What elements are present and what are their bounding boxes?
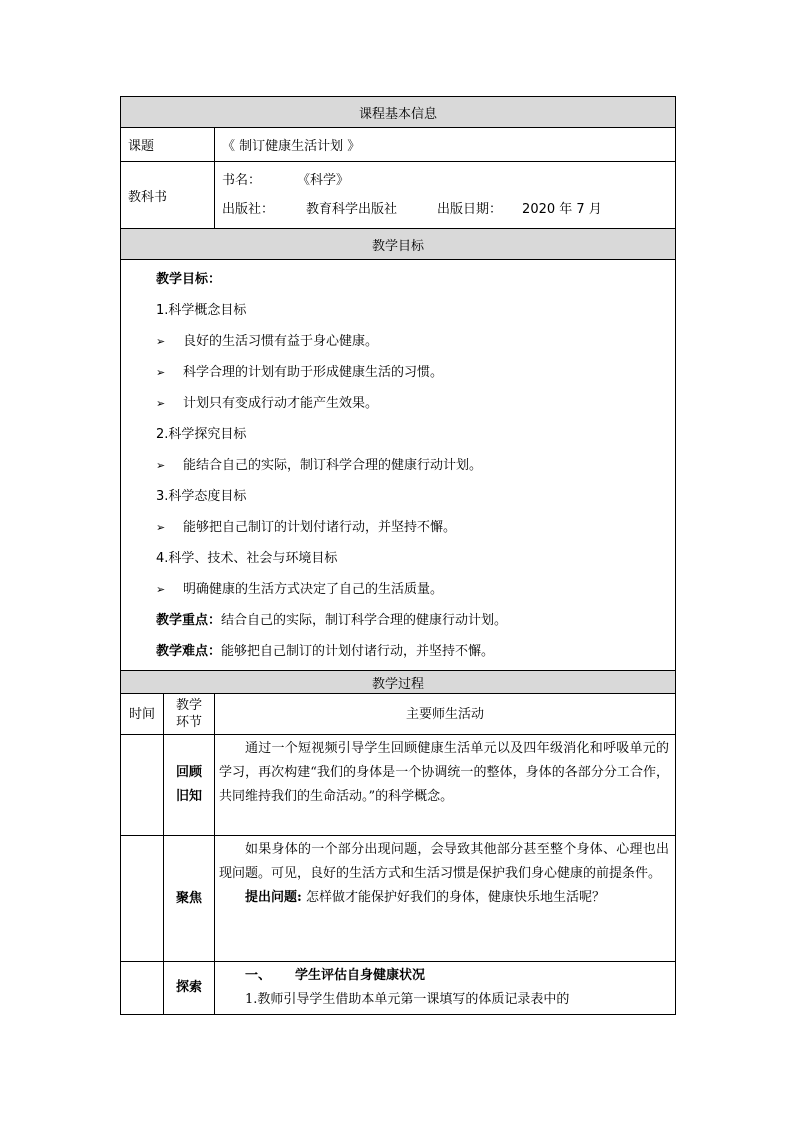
pub-date-value: 2020 年 7 月 xyxy=(522,202,602,217)
objective-bullet: ➢ 科学合理的计划有助于形成健康生活的习惯。 xyxy=(156,357,675,388)
activity-focus: 如果身体的一个部分出现问题，会导致其他部分甚至整个身体、心理也出现问题。可见，良好的生活方式和生活习惯是保护我们身心健康的前提条件。 提出问题: 怎样做才能保护好我们的身体，健康快乐地生活呢？ xyxy=(215,836,676,962)
objective-bullet: ➢ 能够把自己制订的计划付诸行动，并坚持不懈。 xyxy=(156,512,675,543)
topic-label: 课题 xyxy=(121,128,215,162)
objectives-header: 教学目标 xyxy=(121,229,676,260)
objectives-title: 教学目标： xyxy=(156,272,222,287)
pub-date-label: 出版日期： xyxy=(437,202,503,217)
textbook-info xyxy=(215,162,676,229)
textbook-label: 教科书 xyxy=(121,162,215,229)
book-name-line xyxy=(215,166,675,195)
objective-bullet: ➢ 计划只有变成行动才能产生效果。 xyxy=(156,388,675,419)
lesson-plan-table xyxy=(120,96,676,1015)
time-cell xyxy=(121,962,164,1015)
book-name-label: 书名： xyxy=(222,173,262,188)
question-label: 提出问题 xyxy=(245,890,298,905)
activity-explore: 一、 学生评估自身健康状况 1.教师引导学生借助本单元第一课填写的体质记录表中的 xyxy=(215,962,676,1015)
arrow-bullet-icon: ➢ xyxy=(156,335,166,348)
col-time: 时间 xyxy=(121,694,164,735)
objective-heading: 2.科学探究目标 xyxy=(156,427,247,442)
col-stage: 教学 环节 xyxy=(164,694,215,735)
objective-heading: 4.科学、技术、社会与环境目标 xyxy=(156,551,338,566)
arrow-bullet-icon: ➢ xyxy=(156,366,166,379)
publisher-value: 教育科学出版社 xyxy=(306,202,398,217)
basic-info-header: 课程基本信息 xyxy=(121,97,676,128)
difficult-point: 教学难点：能够把自己制订的计划付诸行动，并坚持不懈。 xyxy=(156,644,495,659)
objectives-body xyxy=(121,260,676,671)
objective-heading: 3.科学态度目标 xyxy=(156,489,247,504)
stage-focus: 聚焦 xyxy=(164,836,215,962)
publisher-line xyxy=(215,195,675,224)
activity-review: 通过一个短视频引导学生回顾健康生活单元以及四年级消化和呼吸单元的学习，再次构建“我们的身体是一个协调统一的整体，身体的各部分分工合作，共同维持我们的生命活动。”的科学概念。 xyxy=(215,735,676,836)
time-cell xyxy=(121,836,164,962)
objective-heading: 1.科学概念目标 xyxy=(156,303,247,318)
objective-bullet: ➢ 良好的生活习惯有益于身心健康。 xyxy=(156,326,675,357)
col-activity: 主要师生活动 xyxy=(215,694,676,735)
objective-bullet: ➢ 能结合自己的实际，制订科学合理的健康行动计划。 xyxy=(156,450,675,481)
book-name-value: 《科学》 xyxy=(297,173,350,188)
stage-review: 回顾 旧知 xyxy=(164,735,215,836)
arrow-bullet-icon: ➢ xyxy=(156,459,166,472)
time-cell xyxy=(121,735,164,836)
publisher-label: 出版社： xyxy=(222,202,275,217)
key-point: 教学重点：结合自己的实际，制订科学合理的健康行动计划。 xyxy=(156,613,508,628)
process-header: 教学过程 xyxy=(121,671,676,694)
arrow-bullet-icon: ➢ xyxy=(156,397,166,410)
stage-explore: 探索 xyxy=(164,962,215,1015)
objective-bullet: ➢ 明确健康的生活方式决定了自己的生活质量。 xyxy=(156,574,675,605)
arrow-bullet-icon: ➢ xyxy=(156,583,166,596)
topic-value: 《 制订健康生活计划 》 xyxy=(215,128,676,162)
arrow-bullet-icon: ➢ xyxy=(156,521,166,534)
